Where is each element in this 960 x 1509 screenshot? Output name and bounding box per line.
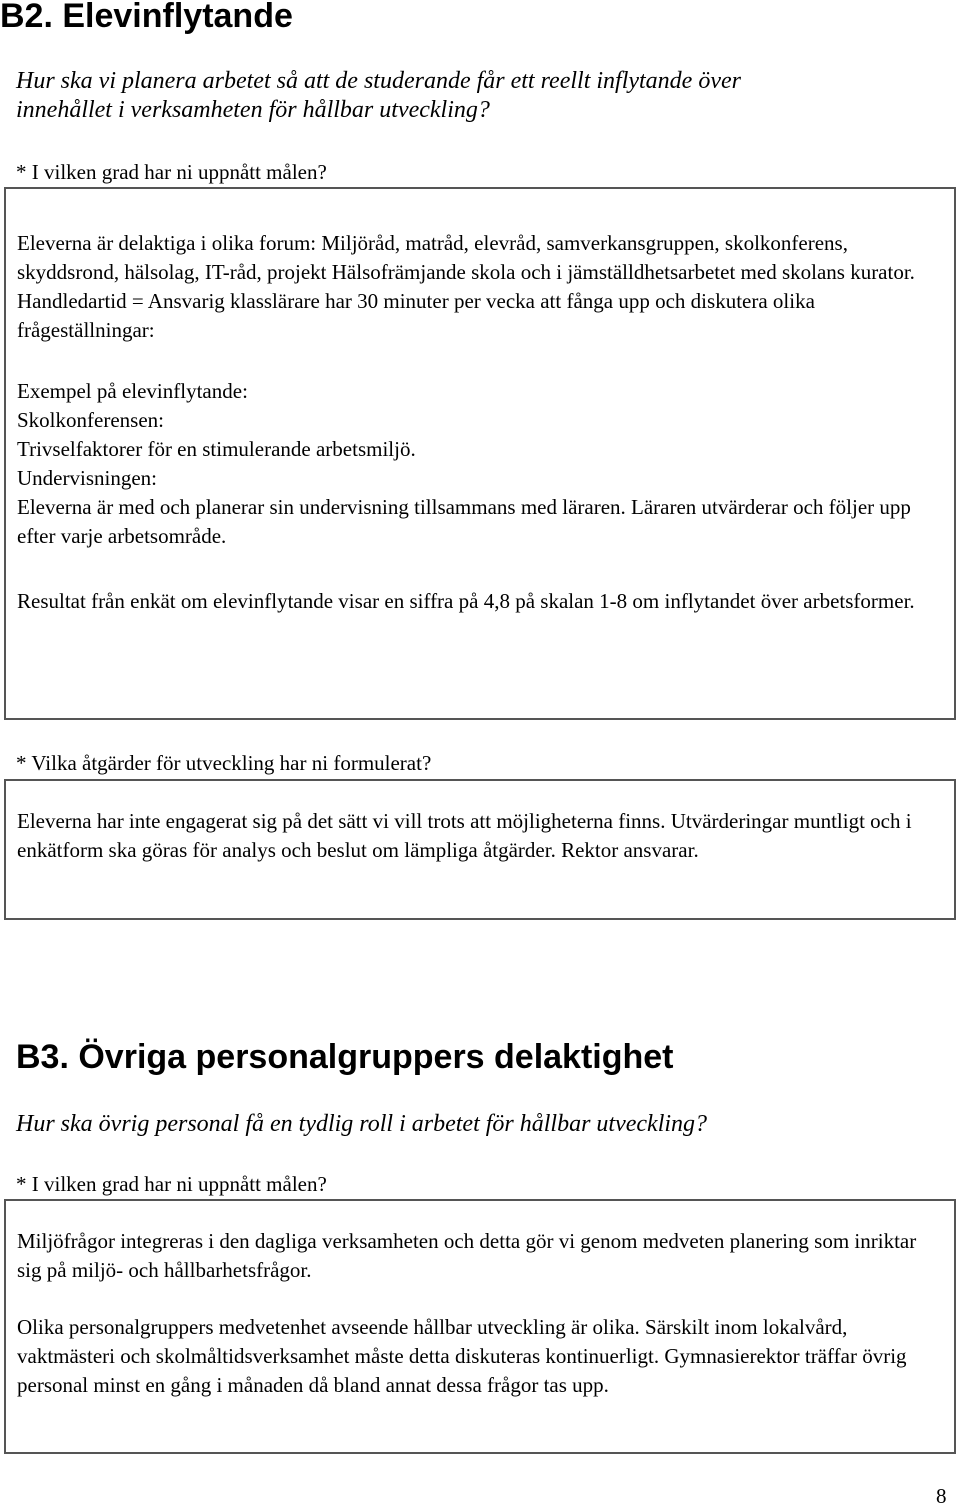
b2-skolkonferensen-label: Skolkonferensen: [17, 408, 164, 432]
b3-integration-paragraph: Miljöfrågor integreras i den dagliga verksamheten och detta gör vi genom medveten planering som inriktar sig på miljö- och hållbarhetsfrågor. [17, 1229, 917, 1282]
b2-guiding-question [16, 67, 946, 125]
b2-trivsel-text: Trivselfaktorer för en stimulerande arbetsmiljö. [17, 437, 416, 461]
b2-example-label: Exempel på elevinflytande: [17, 379, 248, 403]
b2-question-line-2: innehållet i verksamheten för hållbar utveckling? [16, 97, 490, 123]
b2-goals-answer-box [4, 187, 956, 720]
b2-actions-answer-box [4, 779, 956, 920]
b2-prompt-actions: * Vilka åtgärder för utveckling har ni formulerat? [16, 751, 432, 775]
b2-handledartid-paragraph: Handledartid = Ansvarig klasslärare har 30 minuter per vecka att fånga upp och diskutera olika frågeställningar: [17, 289, 815, 342]
b2-undervisningen-label: Undervisningen: [17, 466, 157, 490]
b2-actions-paragraph: Eleverna har inte engagerat sig på det sätt vi vill trots att möjligheterna finns. Utvärderingar muntligt och i enkätform ska göras för analys och beslut om lämpliga åtgärder. Rektor ansvarar. [17, 809, 912, 862]
b2-prompt-goals: * I vilken grad har ni uppnått målen? [16, 160, 327, 184]
page-number: 8 [936, 1484, 947, 1508]
b3-awareness-paragraph: Olika personalgruppers medvetenhet avseende hållbar utveckling är olika. Särskilt inom lokalvård, vaktmästeri och skolmåltidsverksamhet måste detta diskuteras kontinuerligt. Gymnasierektor träffar övrig personal minst en gång i månaden då bland annat dessa frågor tas upp. [17, 1315, 907, 1397]
b2-forum-paragraph: Eleverna är delaktiga i olika forum: Miljöråd, matråd, elevråd, samverkansgruppen, skolkonferens, skyddsrond, hälsolag, IT-råd, projekt Hälsofrämjande skola och i jämställdhetsarbetet med skolans kurator. [17, 231, 915, 284]
section-heading-b3: B3. Övriga personalgruppers delaktighet [16, 1038, 674, 1076]
section-heading-b2: B2. Elevinflytande [0, 0, 293, 35]
b2-question-line-1: Hur ska vi planera arbetet så att de studerande får ett reellt inflytande över [16, 68, 741, 94]
b3-prompt-goals: * I vilken grad har ni uppnått målen? [16, 1172, 327, 1196]
b2-undervisningen-text: Eleverna är med och planerar sin undervisning tillsammans med läraren. Läraren utvärderar och följer upp efter varje arbetsområde. [17, 495, 911, 548]
b2-survey-result: Resultat från enkät om elevinflytande visar en siffra på 4,8 på skalan 1-8 om inflytandet över arbetsformer. [17, 589, 915, 613]
b3-guiding-question: Hur ska övrig personal få en tydlig roll i arbetet för hållbar utveckling? [16, 1111, 708, 1137]
b3-goals-answer-box [4, 1199, 956, 1454]
